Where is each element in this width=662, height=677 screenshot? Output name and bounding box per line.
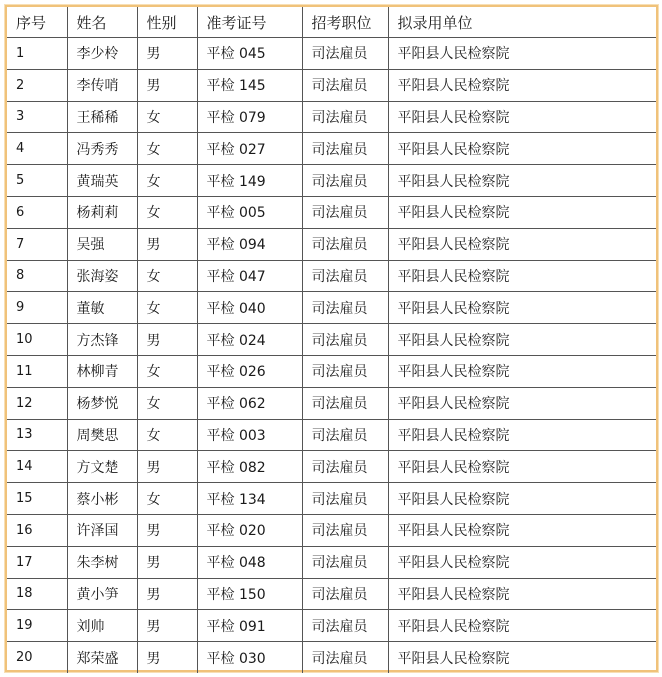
hiring-list-table-frame [5, 5, 658, 672]
cell-exam-number: 平检 048 [197, 546, 302, 578]
cell-name: 王稀稀 [67, 101, 137, 133]
cell-post: 司法雇员 [302, 324, 388, 356]
table-row [7, 451, 656, 483]
cell-seq: 10 [7, 324, 67, 356]
cell-exam-number: 平检 091 [197, 610, 302, 642]
table-row [7, 610, 656, 642]
cell-post: 司法雇员 [302, 196, 388, 228]
cell-seq: 8 [7, 260, 67, 292]
cell-unit: 平阳县人民检察院 [388, 292, 656, 324]
table-row [7, 419, 656, 451]
cell-unit: 平阳县人民检察院 [388, 355, 656, 387]
cell-gender: 女 [137, 196, 197, 228]
cell-unit: 平阳县人民检察院 [388, 196, 656, 228]
table-row [7, 260, 656, 292]
table-row [7, 101, 656, 133]
header-post: 招考职位 [302, 7, 388, 38]
cell-post: 司法雇员 [302, 260, 388, 292]
cell-unit: 平阳县人民检察院 [388, 324, 656, 356]
cell-name: 张海姿 [67, 260, 137, 292]
cell-exam-number: 平检 026 [197, 355, 302, 387]
cell-unit: 平阳县人民检察院 [388, 514, 656, 546]
cell-unit: 平阳县人民检察院 [388, 69, 656, 101]
header-seq: 序号 [7, 7, 67, 38]
table-header-row [7, 7, 656, 38]
cell-seq: 15 [7, 483, 67, 515]
cell-unit: 平阳县人民检察院 [388, 387, 656, 419]
cell-seq: 14 [7, 451, 67, 483]
cell-seq: 16 [7, 514, 67, 546]
cell-exam-number: 平检 079 [197, 101, 302, 133]
cell-post: 司法雇员 [302, 133, 388, 165]
cell-post: 司法雇员 [302, 38, 388, 70]
cell-exam-number: 平检 030 [197, 642, 302, 673]
cell-name: 许泽国 [67, 514, 137, 546]
cell-post: 司法雇员 [302, 451, 388, 483]
cell-gender: 男 [137, 642, 197, 673]
cell-post: 司法雇员 [302, 69, 388, 101]
cell-gender: 女 [137, 292, 197, 324]
table-row [7, 578, 656, 610]
cell-exam-number: 平检 047 [197, 260, 302, 292]
table-row [7, 165, 656, 197]
cell-seq: 2 [7, 69, 67, 101]
cell-seq: 5 [7, 165, 67, 197]
cell-unit: 平阳县人民检察院 [388, 165, 656, 197]
cell-unit: 平阳县人民检察院 [388, 260, 656, 292]
cell-name: 朱李树 [67, 546, 137, 578]
cell-exam-number: 平检 062 [197, 387, 302, 419]
cell-post: 司法雇员 [302, 101, 388, 133]
cell-seq: 9 [7, 292, 67, 324]
cell-post: 司法雇员 [302, 292, 388, 324]
table-row [7, 387, 656, 419]
cell-gender: 女 [137, 165, 197, 197]
cell-name: 郑荣盛 [67, 642, 137, 673]
cell-exam-number: 平检 094 [197, 228, 302, 260]
cell-exam-number: 平检 134 [197, 483, 302, 515]
cell-gender: 男 [137, 69, 197, 101]
cell-unit: 平阳县人民检察院 [388, 133, 656, 165]
cell-seq: 17 [7, 546, 67, 578]
cell-unit: 平阳县人民检察院 [388, 101, 656, 133]
cell-post: 司法雇员 [302, 610, 388, 642]
table-row [7, 324, 656, 356]
cell-seq: 3 [7, 101, 67, 133]
cell-name: 蔡小彬 [67, 483, 137, 515]
header-exam-number: 准考证号 [197, 7, 302, 38]
cell-name: 黄小笋 [67, 578, 137, 610]
cell-seq: 20 [7, 642, 67, 673]
cell-gender: 女 [137, 483, 197, 515]
cell-unit: 平阳县人民检察院 [388, 578, 656, 610]
cell-post: 司法雇员 [302, 355, 388, 387]
cell-gender: 男 [137, 451, 197, 483]
cell-exam-number: 平检 045 [197, 38, 302, 70]
cell-post: 司法雇员 [302, 483, 388, 515]
cell-exam-number: 平检 024 [197, 324, 302, 356]
cell-name: 董敏 [67, 292, 137, 324]
cell-seq: 4 [7, 133, 67, 165]
cell-seq: 6 [7, 196, 67, 228]
cell-exam-number: 平检 150 [197, 578, 302, 610]
cell-gender: 女 [137, 133, 197, 165]
cell-post: 司法雇员 [302, 165, 388, 197]
cell-seq: 12 [7, 387, 67, 419]
table-row [7, 642, 656, 673]
cell-exam-number: 平检 040 [197, 292, 302, 324]
cell-gender: 男 [137, 228, 197, 260]
table-row [7, 292, 656, 324]
cell-seq: 11 [7, 355, 67, 387]
header-name: 姓名 [67, 7, 137, 38]
cell-unit: 平阳县人民检察院 [388, 483, 656, 515]
cell-name: 冯秀秀 [67, 133, 137, 165]
table-row [7, 38, 656, 70]
table-row [7, 483, 656, 515]
cell-post: 司法雇员 [302, 514, 388, 546]
table-row [7, 69, 656, 101]
cell-unit: 平阳县人民检察院 [388, 451, 656, 483]
table-body [7, 38, 656, 673]
cell-exam-number: 平检 082 [197, 451, 302, 483]
cell-unit: 平阳县人民检察院 [388, 546, 656, 578]
cell-gender: 女 [137, 387, 197, 419]
cell-gender: 男 [137, 514, 197, 546]
cell-unit: 平阳县人民检察院 [388, 419, 656, 451]
cell-name: 刘帅 [67, 610, 137, 642]
header-gender: 性别 [137, 7, 197, 38]
cell-gender: 女 [137, 260, 197, 292]
cell-name: 李少柃 [67, 38, 137, 70]
cell-exam-number: 平检 145 [197, 69, 302, 101]
cell-seq: 1 [7, 38, 67, 70]
cell-name: 方文楚 [67, 451, 137, 483]
cell-unit: 平阳县人民检察院 [388, 228, 656, 260]
cell-post: 司法雇员 [302, 228, 388, 260]
cell-exam-number: 平检 005 [197, 196, 302, 228]
cell-name: 林柳青 [67, 355, 137, 387]
cell-unit: 平阳县人民检察院 [388, 38, 656, 70]
cell-name: 吴强 [67, 228, 137, 260]
cell-gender: 男 [137, 324, 197, 356]
cell-unit: 平阳县人民检察院 [388, 610, 656, 642]
cell-gender: 女 [137, 419, 197, 451]
cell-gender: 男 [137, 610, 197, 642]
table-row [7, 133, 656, 165]
table-row [7, 196, 656, 228]
cell-post: 司法雇员 [302, 419, 388, 451]
cell-name: 方杰锋 [67, 324, 137, 356]
cell-gender: 男 [137, 578, 197, 610]
cell-seq: 18 [7, 578, 67, 610]
cell-name: 杨莉莉 [67, 196, 137, 228]
cell-exam-number: 平检 003 [197, 419, 302, 451]
cell-post: 司法雇员 [302, 387, 388, 419]
cell-name: 周樊思 [67, 419, 137, 451]
cell-gender: 男 [137, 38, 197, 70]
cell-gender: 女 [137, 101, 197, 133]
hiring-list-table [7, 7, 656, 673]
cell-gender: 男 [137, 546, 197, 578]
cell-post: 司法雇员 [302, 578, 388, 610]
cell-name: 黄瑞英 [67, 165, 137, 197]
cell-seq: 19 [7, 610, 67, 642]
cell-exam-number: 平检 027 [197, 133, 302, 165]
header-unit: 拟录用单位 [388, 7, 656, 38]
cell-post: 司法雇员 [302, 546, 388, 578]
cell-post: 司法雇员 [302, 642, 388, 673]
table-row [7, 546, 656, 578]
cell-name: 杨梦悦 [67, 387, 137, 419]
cell-gender: 女 [137, 355, 197, 387]
cell-exam-number: 平检 149 [197, 165, 302, 197]
table-row [7, 514, 656, 546]
cell-seq: 13 [7, 419, 67, 451]
cell-name: 李传哨 [67, 69, 137, 101]
cell-exam-number: 平检 020 [197, 514, 302, 546]
table-row [7, 228, 656, 260]
cell-unit: 平阳县人民检察院 [388, 642, 656, 673]
cell-seq: 7 [7, 228, 67, 260]
table-row [7, 355, 656, 387]
